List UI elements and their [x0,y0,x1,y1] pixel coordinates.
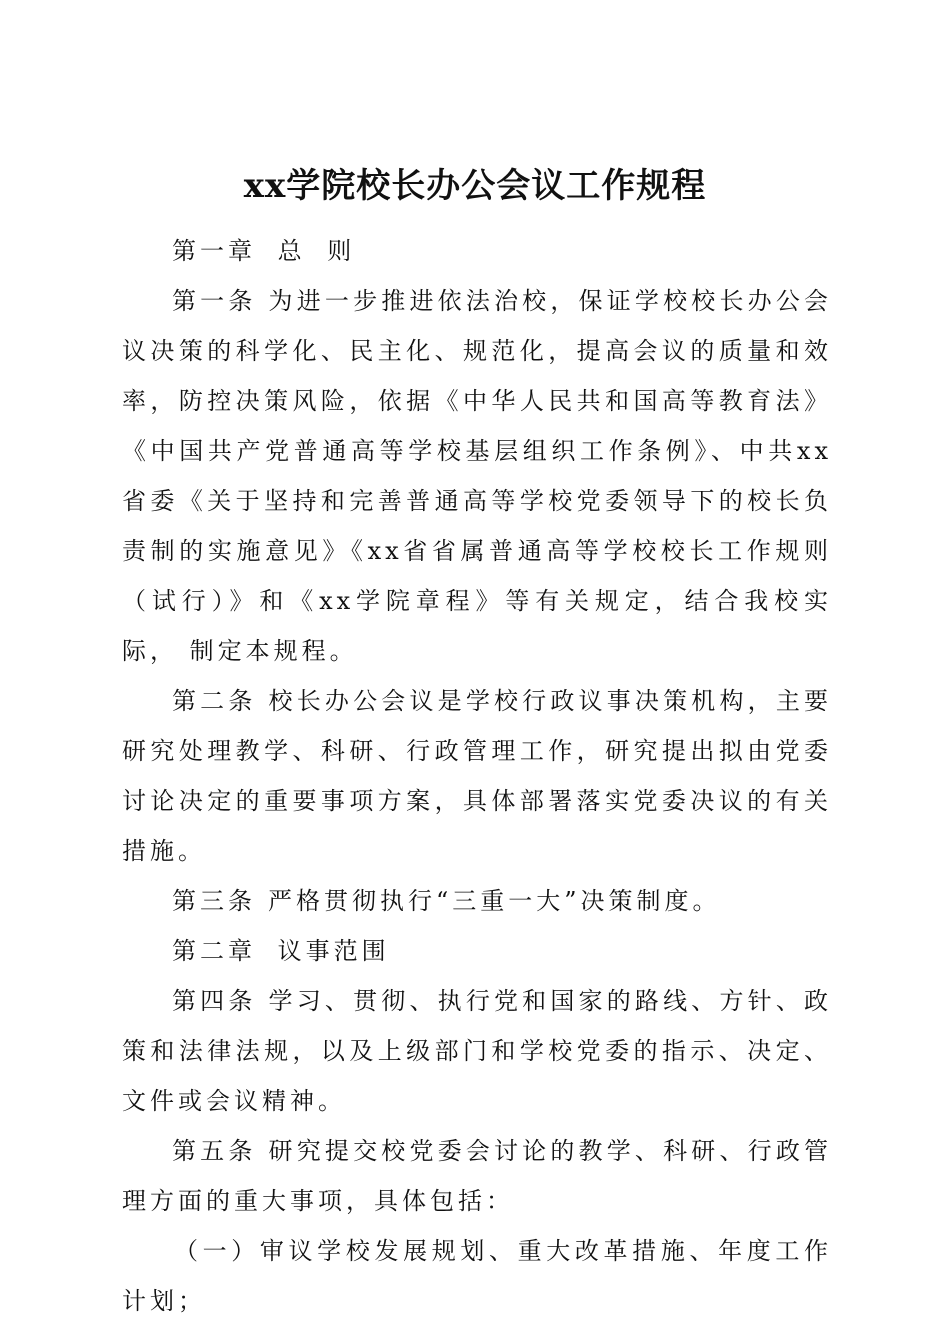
article-1 [122,276,832,676]
article-number: 第三条 [172,887,256,915]
article-number: 第一条 [172,287,257,315]
article-text: 校长办公会议是学校行政议事决策机构，主要研究处理教学、科研、行政管理工作，研究提出拟由党委讨论决定的重要事项方案，具体部署落实党委决议的有关措施。 [122,687,832,865]
article-text: 学习、贯彻、执行党和国家的路线、方针、政策和法律法规，以及上级部门和学校党委的指示、决定、文件或会议精神。 [122,987,832,1115]
list-item: （一）审议学校发展规划、重大改革措施、年度工作计划； [122,1237,832,1315]
article-2 [122,676,832,876]
article-text: 研究提交校党委会讨论的教学、科研、行政管理方面的重大事项，具体包括： [122,1137,832,1215]
article-text: 严格贯彻执行“三重一大”决策制度。 [268,887,721,915]
article-4 [122,976,832,1126]
article-number: 第二条 [172,687,257,715]
article-number: 第四条 [172,987,257,1015]
document-title: xx学院校长办公会议工作规程 [243,166,707,206]
article-5 [122,1126,832,1226]
article-3 [122,876,832,926]
chapter-heading-1: 第一章 总 则 [172,237,356,265]
article-text: 为进一步推进依法治校，保证学校校长办公会议决策的科学化、民主化、规范化，提高会议的质量和效率，防控决策风险，依据《中华人民共和国高等教育法》《中国共产党普通高等学校基层组织工作条例》、中共xx省委《关于坚持和完善普通高等学校党委领导下的校长负责制的实施意见》《xx省省属普通高等学校校长工作规则（试行）》和《xx学院章程》等有关规定，结合我校实际， 制定本规程。 [122,287,832,665]
article-number: 第五条 [172,1137,257,1165]
document-body [122,226,832,1326]
chapter-heading-2: 第二章 议事范围 [172,937,390,965]
